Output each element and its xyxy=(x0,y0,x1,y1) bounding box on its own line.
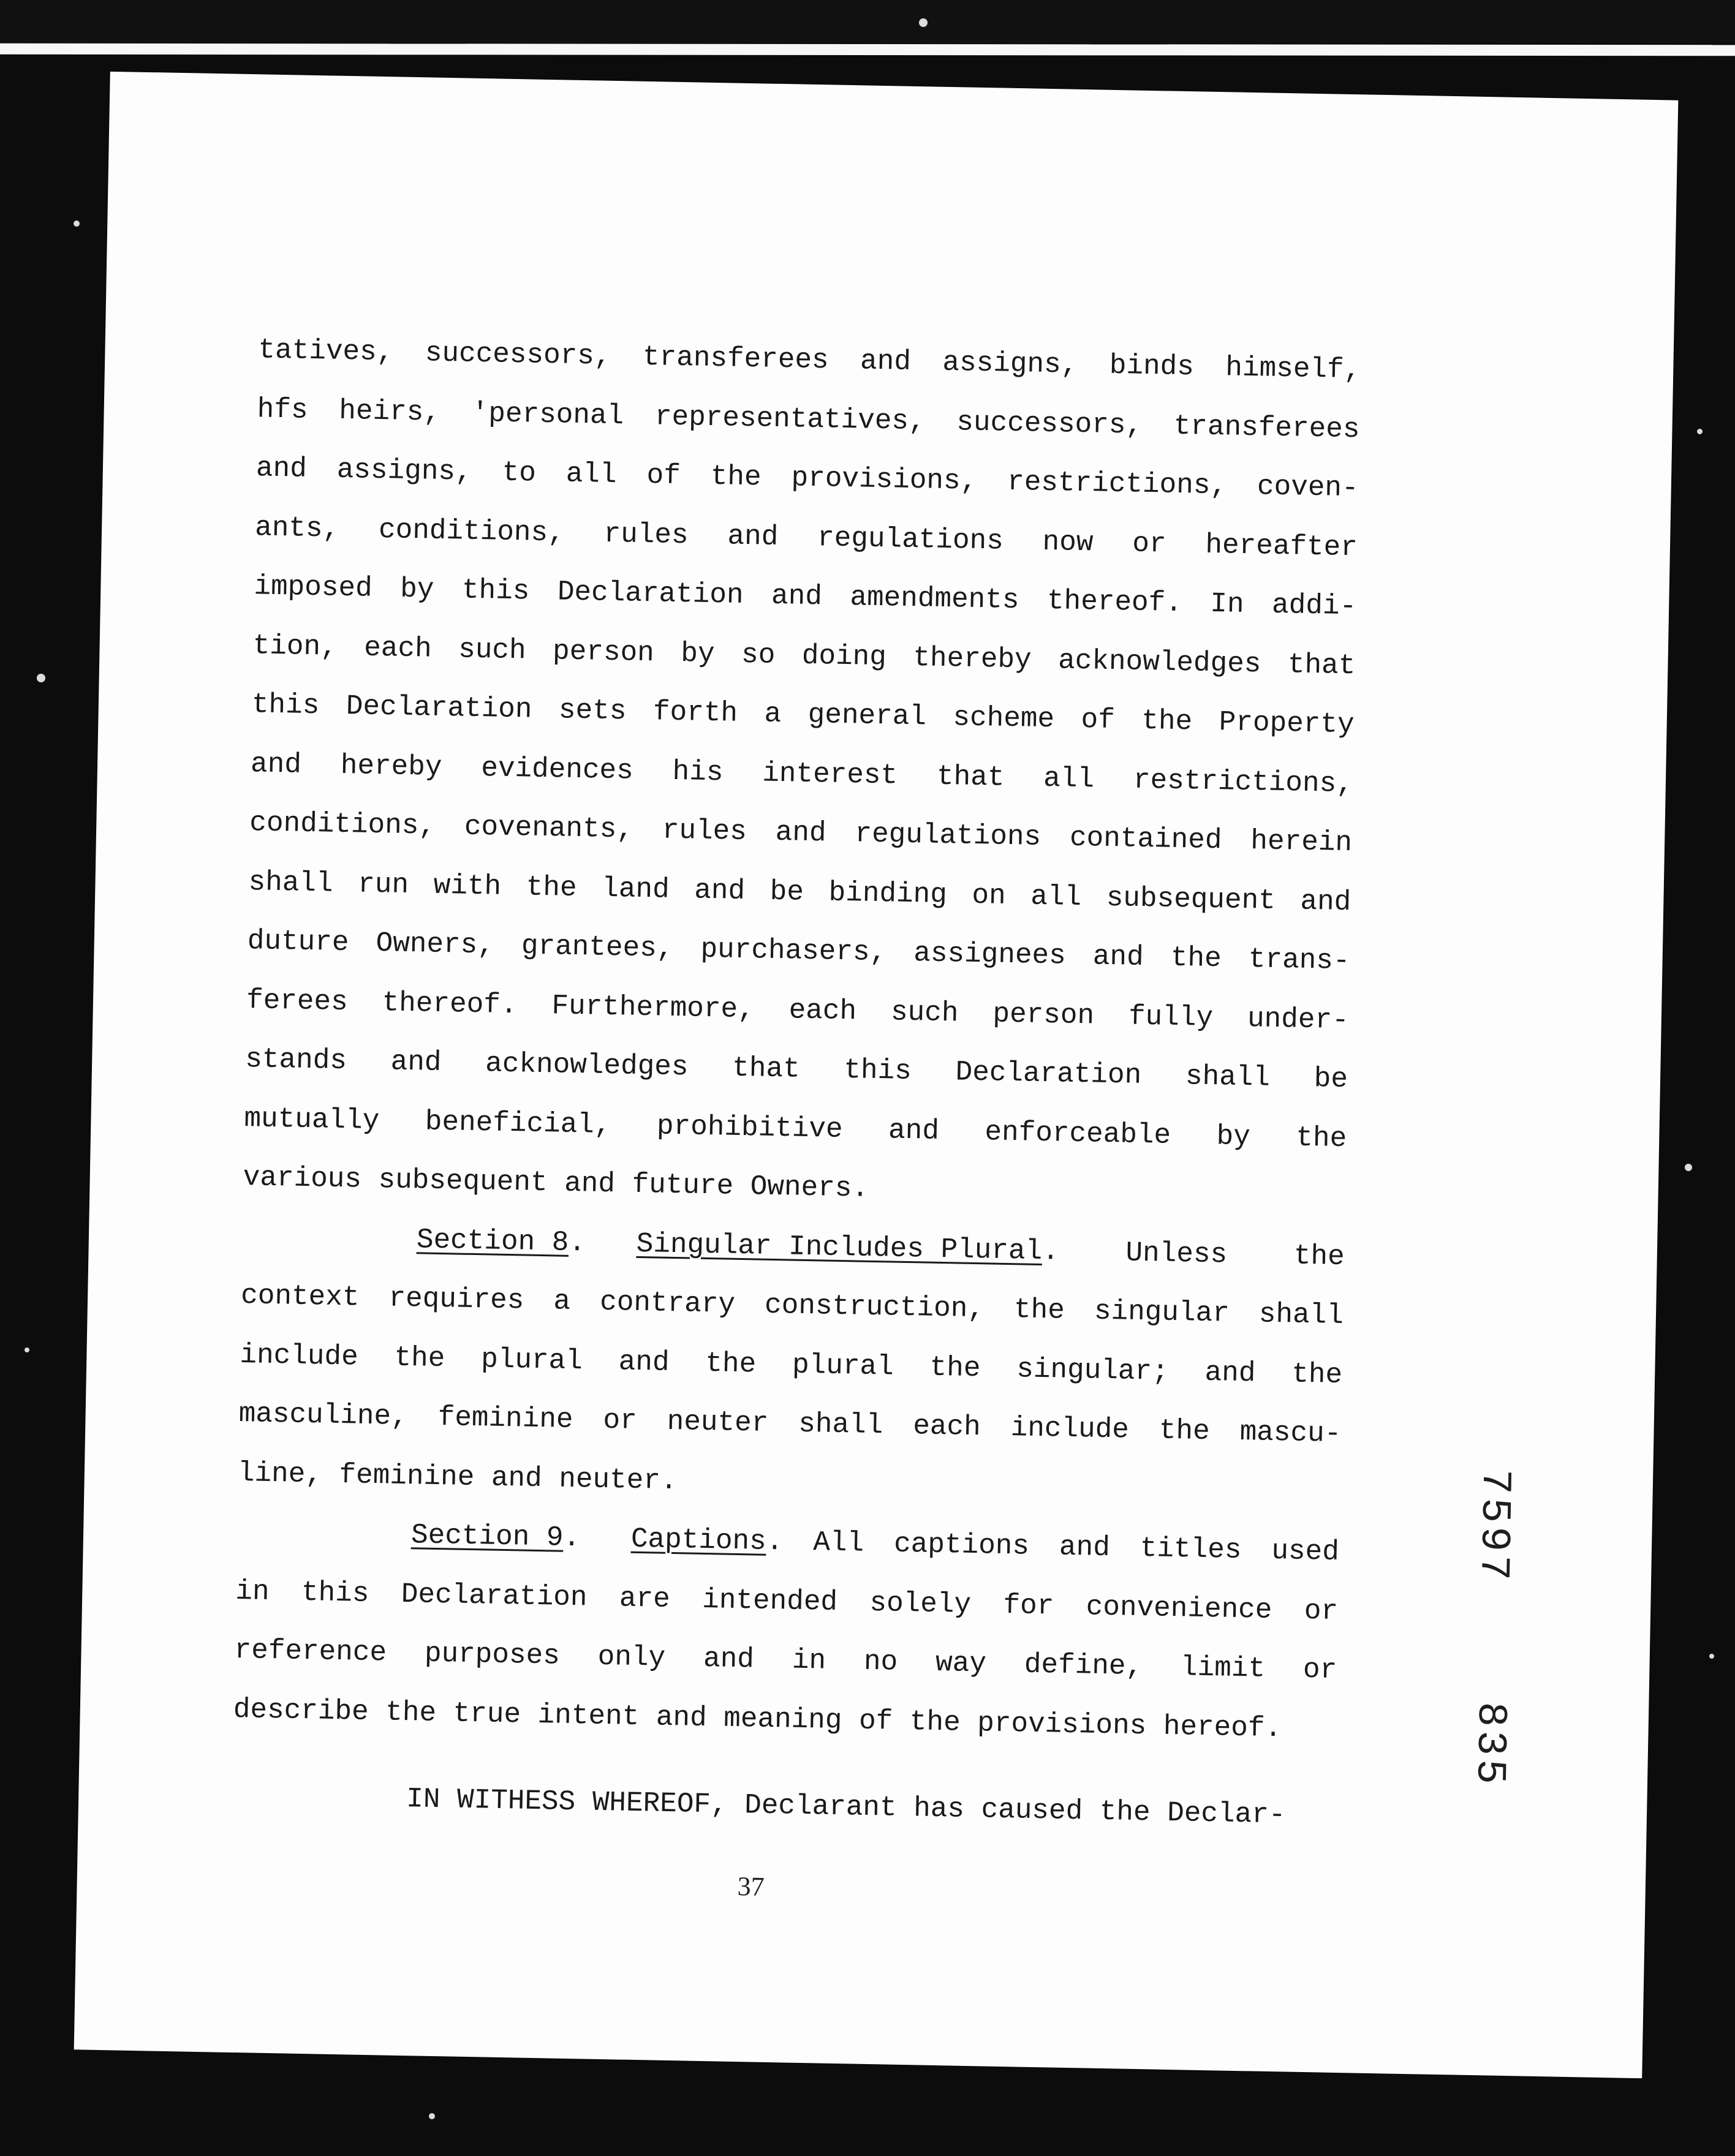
word: this xyxy=(461,574,530,608)
word: conditions, xyxy=(378,513,565,549)
word: and xyxy=(775,816,827,850)
word: and xyxy=(860,345,912,378)
scanner-edge-strip xyxy=(0,43,1735,56)
word: general xyxy=(807,698,927,733)
word: herein xyxy=(1250,825,1353,859)
word: the xyxy=(1291,1358,1343,1391)
word: 'personal xyxy=(471,397,624,432)
word: a xyxy=(764,698,782,731)
scan-speck xyxy=(25,1348,29,1352)
word: subsequent xyxy=(1106,881,1276,917)
word: regulations xyxy=(817,521,1004,557)
word: scheme xyxy=(952,701,1055,736)
word: all xyxy=(1030,880,1082,913)
word: now xyxy=(1042,526,1094,559)
text-line: describe the true intent and meaning of the provisions hereof. xyxy=(233,1693,1282,1744)
word: addi- xyxy=(1271,589,1357,623)
word: tatives, xyxy=(258,334,394,369)
section-9-lead-word: captions xyxy=(893,1528,1030,1562)
word: by xyxy=(680,637,716,670)
text-line: various subsequent and future Owners. xyxy=(243,1161,869,1205)
word: by xyxy=(1216,1120,1251,1153)
word: grantees, xyxy=(521,930,674,965)
word: purposes xyxy=(424,1637,561,1672)
word: include xyxy=(1010,1412,1130,1446)
word: Property xyxy=(1219,706,1355,741)
word: assignees xyxy=(913,937,1067,972)
word: fully xyxy=(1128,1000,1214,1034)
section-8-heading-line: Section 8. Singular Includes Plural. Unless the xyxy=(241,1218,1345,1297)
recording-page-number: 835 xyxy=(1465,1701,1514,1789)
word: the xyxy=(1141,704,1193,738)
scan-speck xyxy=(1697,429,1703,434)
section-8-label: Section 8 xyxy=(416,1223,569,1259)
word: with xyxy=(433,869,502,903)
word: tion, xyxy=(252,629,338,663)
word: a xyxy=(553,1285,571,1317)
word: binding xyxy=(828,876,948,911)
word: beneficial, xyxy=(425,1106,611,1141)
witness-text: IN WITHESS WHEREOF, Declarant has caused the Declar- xyxy=(406,1783,1286,1831)
word: or xyxy=(1302,1653,1337,1686)
word: and xyxy=(250,747,302,781)
word: this xyxy=(251,688,320,722)
word: are xyxy=(619,1581,671,1615)
scan-speck xyxy=(1709,1654,1714,1659)
word: plural xyxy=(480,1343,583,1377)
word: the xyxy=(1013,1294,1065,1327)
word: convenience xyxy=(1086,1590,1272,1626)
word: regulations xyxy=(855,818,1041,853)
word: the xyxy=(526,870,578,904)
word: and xyxy=(694,874,746,907)
word: doing xyxy=(801,639,887,673)
section-9-lead-word: used xyxy=(1271,1534,1340,1568)
word: that xyxy=(936,760,1005,794)
word: such xyxy=(458,633,527,666)
word: the xyxy=(1170,941,1222,975)
word: shall xyxy=(1185,1060,1271,1094)
scan-speck xyxy=(1685,1164,1692,1171)
word: transferees xyxy=(1173,410,1360,445)
body-text xyxy=(231,331,1361,1856)
word: and xyxy=(390,1046,442,1079)
word: that xyxy=(731,1052,801,1085)
section-8-title: Singular Includes Plural xyxy=(636,1227,1043,1267)
word: shall xyxy=(798,1408,883,1442)
word: reference xyxy=(234,1634,387,1669)
word: binds xyxy=(1109,349,1195,383)
word: Declaration xyxy=(557,576,744,611)
word: so xyxy=(741,638,776,671)
word: acknowledges xyxy=(1057,644,1261,680)
word: and xyxy=(703,1642,755,1676)
word: thereof. xyxy=(382,986,518,1021)
word: enforceable xyxy=(985,1115,1171,1152)
word: in xyxy=(235,1575,270,1608)
word: the xyxy=(705,1347,757,1380)
section-9-heading-line: Section 9. Captions. All captions and titles used xyxy=(236,1513,1339,1593)
word: prohibitive xyxy=(656,1109,844,1145)
word: transferees xyxy=(642,341,830,377)
word: person xyxy=(992,997,1095,1032)
word: for xyxy=(1003,1589,1054,1622)
word: by xyxy=(399,573,434,606)
word: mascu- xyxy=(1239,1415,1342,1450)
scan-speck xyxy=(429,2113,435,2119)
word: forth xyxy=(652,696,738,729)
word: on xyxy=(971,879,1007,912)
word: to xyxy=(502,456,537,489)
section-9-lead-word: titles xyxy=(1140,1532,1242,1567)
recording-stamp xyxy=(1465,1468,1525,1789)
word: be xyxy=(1314,1063,1348,1096)
word: Furthermore, xyxy=(551,989,755,1025)
section-9-label: Section 9 xyxy=(410,1519,564,1554)
word: and xyxy=(888,1114,940,1147)
word: the xyxy=(710,460,762,494)
scan-speck xyxy=(37,674,45,682)
word: the xyxy=(1159,1414,1211,1448)
word: and xyxy=(618,1345,670,1379)
section-9-lead-word: All xyxy=(812,1526,864,1559)
word: person xyxy=(552,635,655,669)
word: trans- xyxy=(1248,943,1350,978)
word: heirs, xyxy=(338,394,441,429)
word: singular xyxy=(1094,1295,1230,1330)
word: contained xyxy=(1069,821,1222,857)
word: define, xyxy=(1024,1648,1143,1683)
word: contrary xyxy=(599,1286,736,1321)
word: hereafter xyxy=(1204,529,1358,564)
word: singular; xyxy=(1016,1352,1170,1388)
word: and xyxy=(1299,885,1351,918)
word: conditions, xyxy=(249,807,436,842)
word: the xyxy=(394,1341,445,1374)
scan-speck xyxy=(74,221,80,227)
word: plural xyxy=(792,1349,894,1383)
word: Declaration xyxy=(346,690,532,726)
word: hereby xyxy=(340,749,442,783)
word: Declaration xyxy=(401,1578,588,1613)
word: or xyxy=(1304,1594,1339,1627)
word: of xyxy=(646,459,681,492)
page-number: 37 xyxy=(737,1871,765,1902)
word: himself, xyxy=(1225,352,1361,386)
word: coven- xyxy=(1257,470,1359,505)
word: context xyxy=(240,1280,360,1314)
word: rules xyxy=(603,518,689,551)
recording-book-number: 7597 xyxy=(1469,1468,1519,1585)
word: include xyxy=(239,1338,359,1373)
word: evidences xyxy=(480,752,634,787)
word: hfs xyxy=(257,393,309,426)
word: and xyxy=(255,452,308,485)
word: In xyxy=(1209,587,1245,620)
scan-speck xyxy=(919,18,928,27)
section-8-lead-word: the xyxy=(1293,1240,1345,1273)
word: duture xyxy=(247,925,349,959)
word: construction, xyxy=(764,1289,985,1325)
word: rules xyxy=(662,814,747,848)
word: feminine xyxy=(437,1401,573,1436)
word: mutually xyxy=(244,1102,380,1137)
word: assigns, xyxy=(942,346,1078,381)
word: interest xyxy=(762,757,898,792)
word: or xyxy=(603,1404,638,1437)
word: sets xyxy=(558,694,627,728)
word: thereby xyxy=(912,641,1032,676)
word: each xyxy=(788,993,857,1027)
word: this xyxy=(301,1576,369,1610)
word: successors, xyxy=(956,405,1143,442)
word: this xyxy=(843,1054,912,1088)
word: restrictions, xyxy=(1133,764,1354,800)
word: requires xyxy=(388,1282,524,1317)
word: covenants, xyxy=(464,810,634,846)
section-9-lead-word: and xyxy=(1059,1531,1111,1564)
word: his xyxy=(672,755,724,788)
word: intended xyxy=(701,1583,838,1618)
section-9-title: Captions xyxy=(630,1523,767,1558)
word: ants, xyxy=(254,511,340,545)
document-sheet xyxy=(74,72,1679,2078)
word: ferees xyxy=(246,984,349,1018)
word: run xyxy=(357,867,409,901)
word: that xyxy=(1287,648,1356,682)
word: in xyxy=(792,1644,826,1677)
word: restrictions, xyxy=(1007,466,1228,502)
word: all xyxy=(565,458,618,491)
word: only xyxy=(597,1640,666,1674)
section-8-lead-word: Unless xyxy=(1125,1237,1228,1271)
word: Declaration xyxy=(955,1056,1142,1091)
word: solely xyxy=(869,1586,972,1621)
word: successors, xyxy=(425,337,611,372)
word: be xyxy=(769,875,804,908)
word: representatives, xyxy=(654,400,926,437)
word: provisions, xyxy=(791,462,978,497)
word: the xyxy=(929,1351,981,1384)
word: shall xyxy=(1258,1298,1344,1332)
word: stands xyxy=(244,1043,347,1077)
word: such xyxy=(890,995,959,1029)
word: way xyxy=(935,1646,987,1680)
word: thereof. xyxy=(1046,584,1183,620)
word: masculine, xyxy=(238,1398,409,1433)
word: and xyxy=(771,579,823,613)
word: and xyxy=(1092,940,1144,973)
word: or xyxy=(1132,527,1167,560)
word: neuter xyxy=(667,1405,769,1439)
word: each xyxy=(363,631,433,665)
word: limit xyxy=(1180,1651,1266,1685)
word: Owners, xyxy=(376,927,495,962)
word: purchasers, xyxy=(700,933,887,969)
word: each xyxy=(912,1410,981,1444)
word: acknowledges xyxy=(485,1047,689,1084)
word: land xyxy=(601,872,670,906)
scanner-top-band xyxy=(0,0,1735,43)
word: under- xyxy=(1247,1002,1350,1036)
word: shall xyxy=(248,865,334,900)
word: imposed xyxy=(253,570,373,605)
word: assigns, xyxy=(336,453,473,488)
word: no xyxy=(863,1645,898,1678)
word: and xyxy=(1204,1356,1256,1389)
word: all xyxy=(1043,762,1095,795)
word: amendments xyxy=(849,581,1019,617)
word: and xyxy=(727,519,779,553)
text-line: line, feminine and neuter. xyxy=(237,1457,678,1497)
word: the xyxy=(1295,1121,1347,1155)
word: of xyxy=(1081,704,1116,737)
